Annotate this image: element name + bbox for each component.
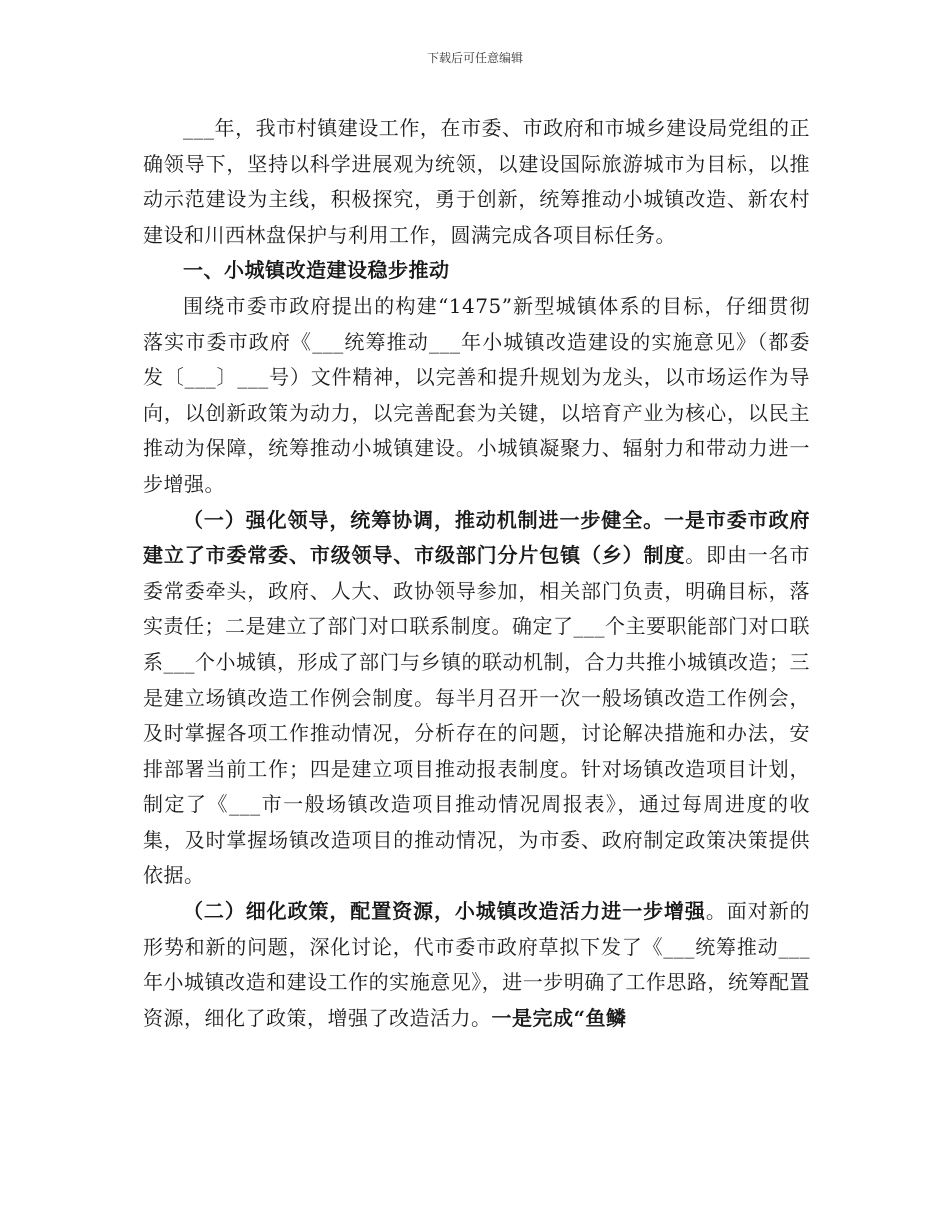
section-heading: 一、小城镇改造建设稳步推动 (183, 258, 450, 283)
subsection-2-body: 。面对新的形势和新的问题，深化讨论，代市委市政府草拟下发了《___统筹推动___年小城镇改造和建设工作的实施意见》，进一步明确了工作思路，统筹配置资源，细化了政策，增强了改造活力。 (143, 899, 811, 1030)
subsection-1-body: 。即由一名市委常委牵头，政府、人大、政协领导参加，相关部门负责，明确目标，落实责任；二是建立了部门对口联系制度。确定了___个主要职能部门对口联系___个小城镇，形成了部门与乡镇的联动机制，合力共推小城镇改造；三是建立场镇改造工作例会制度。每半月召开一次一般场镇改造工作例会，及时掌握各项工作推动情况，分析存在的问题，讨论解决措施和办法，安排部署当前工作；四是建立项目推动报表制度。针对场镇改造项目计划，制定了《___市一般场镇改造项目推动情况周报表》，通过每周进度的收集，及时掌握场镇改造项目的推动情况，为市委、政府制定政策决策提供依据。 (143, 543, 811, 888)
page-header-note: 下载后可任意编辑 (426, 51, 523, 65)
paragraph-subsection-2 (143, 894, 810, 1036)
document-body (143, 111, 810, 1036)
paragraph-subsection-1 (143, 503, 810, 895)
subsection-1-point-1: 一是市委市政府建立了市委常委、市级领导、市级部门分片包镇（乡）制度 (143, 507, 811, 568)
subsection-2-point-1: 一是完成“鱼鳞 (491, 1005, 627, 1030)
subsection-1-heading: （一）强化领导，统筹协调，推动机制进一步健全。 (183, 507, 665, 532)
subsection-2-heading: （二）细化政策，配置资源，小城镇改造活力进一步增强 (183, 899, 706, 924)
paragraph-intro: ___年，我市村镇建设工作，在市委、市政府和市城乡建设局党组的正确领导下，坚持以科学进展观为统领，以建设国际旅游城市为目标，以推动示范建设为主线，积极探究，勇于创新，统筹推动小城镇改造、新农村建设和川西林盘保护与利用工作，圆满完成各项目标任务。 (143, 116, 810, 247)
paragraph-section-intro: 围绕市委市政府提出的构建“1475”新型城镇体系的目标，仔细贯彻落实市委市政府《___统筹推动___年小城镇改造建设的实施意见》（都委发〔___〕___号）文件精神，以完善和提升规划为龙头，以市场运作为导向，以创新政策为动力，以完善配套为关键，以培育产业为核心，以民主推动为保障，统筹推动小城镇建设。小城镇凝聚力、辐射力和带动力进一步增强。 (143, 293, 810, 496)
